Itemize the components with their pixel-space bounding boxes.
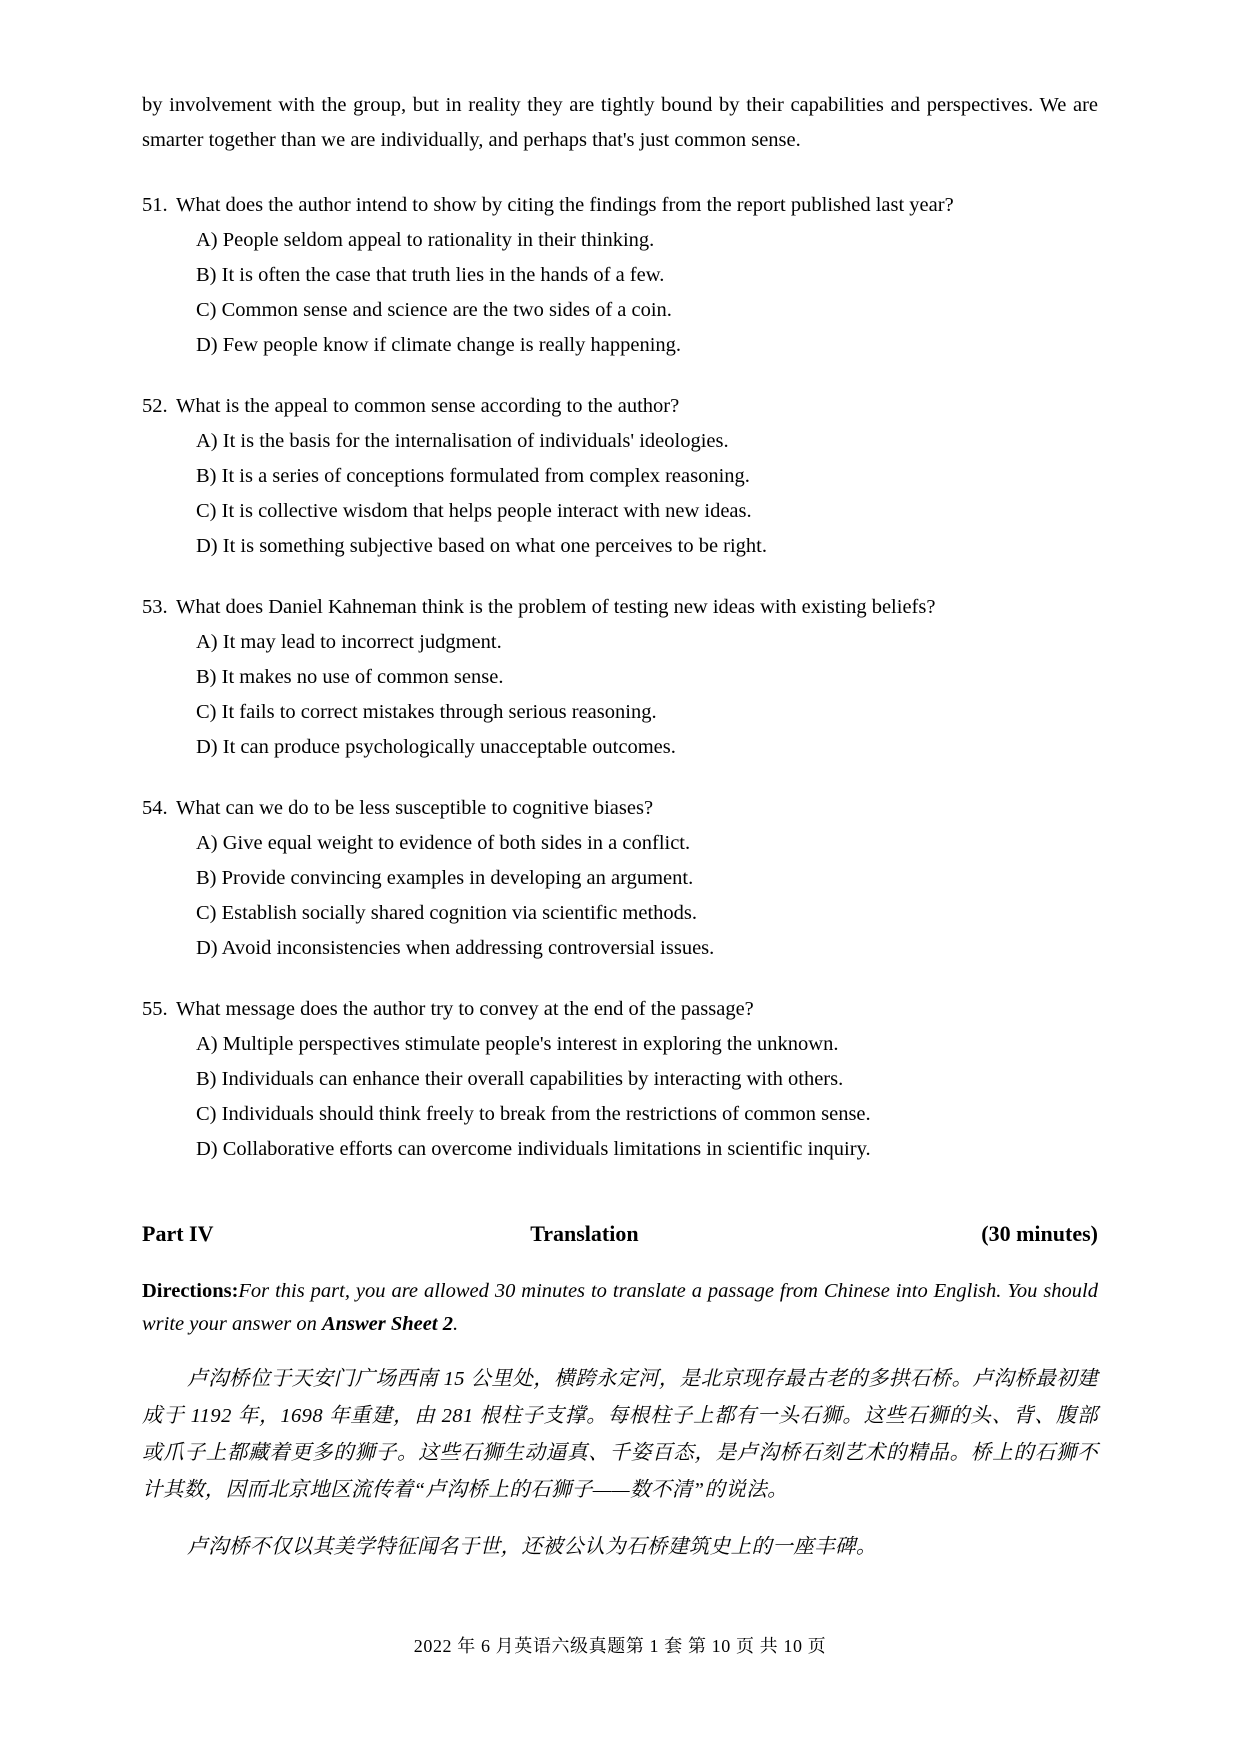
directions-label: Directions:	[142, 1280, 239, 1302]
answer-sheet-emphasis: Answer Sheet 2	[321, 1313, 453, 1335]
question-number-54: 54.	[142, 797, 168, 819]
question-number-51: 51.	[142, 194, 168, 216]
question-block-55	[142, 992, 1098, 1167]
option-51-a[interactable]: A) People seldom appeal to rationality in their thinking.	[196, 229, 655, 251]
chinese-passage-paragraph-1: 卢沟桥位于天安门广场西南 15 公里处，横跨永定河，是北京现存最古老的多拱石桥。卢沟桥最初建成于 1192 年，1698 年重建，由 281 根柱子支撑。每根柱子上都有一头石狮。这些石狮的头、背、腹部或爪子上都藏着更多的狮子。这些石狮生动逼真、千姿百态，是卢沟桥石刻艺术的精品。桥上的石狮不计其数，因而北京地区流传着“卢沟桥上的石狮子——数不清”的说法。	[142, 1368, 1098, 1501]
question-stem-row	[142, 992, 1098, 1027]
question-block-52	[142, 389, 1098, 564]
option-55-b[interactable]: B) Individuals can enhance their overall capabilities by interacting with others.	[196, 1068, 844, 1090]
question-stem-52: What is the appeal to common sense according to the author?	[176, 395, 680, 417]
question-stem-row	[142, 389, 1098, 424]
option-55-a[interactable]: A) Multiple perspectives stimulate people's interest in exploring the unknown.	[196, 1033, 839, 1055]
part-four-header	[142, 1221, 1098, 1247]
question-block-51	[142, 188, 1098, 363]
option-53-c[interactable]: C) It fails to correct mistakes through serious reasoning.	[196, 701, 657, 723]
option-54-b[interactable]: B) Provide convincing examples in developing an argument.	[196, 867, 694, 889]
option-53-d[interactable]: D) It can produce psychologically unacceptable outcomes.	[196, 736, 676, 758]
question-stem-53: What does Daniel Kahneman think is the problem of testing new ideas with existing beliefs?	[176, 596, 936, 618]
directions-text-part1: For this part, you are allowed 30 minutes to translate a passage from Chinese into English. You should write your answer on	[142, 1280, 1098, 1335]
question-stem-row	[142, 590, 1098, 625]
passage-continuation-paragraph: by involvement with the group, but in reality they are tightly bound by their capabilities and perspectives. We are smarter together than we are individually, and perhaps that's just common sense.	[142, 94, 1098, 151]
question-block-53	[142, 590, 1098, 765]
page-footer: 2022 年 6 月英语六级真题第 1 套 第 10 页 共 10 页	[413, 1636, 827, 1656]
option-53-a[interactable]: A) It may lead to incorrect judgment.	[196, 631, 502, 653]
question-stem-54: What can we do to be less susceptible to cognitive biases?	[176, 797, 654, 819]
option-52-c[interactable]: C) It is collective wisdom that helps people interact with new ideas.	[196, 500, 752, 522]
option-51-d[interactable]: D) Few people know if climate change is really happening.	[196, 334, 682, 356]
option-55-c[interactable]: C) Individuals should think freely to break from the restrictions of common sense.	[196, 1103, 871, 1125]
part-title: Translation	[530, 1221, 639, 1246]
question-number-52: 52.	[142, 395, 168, 417]
question-stem-row	[142, 791, 1098, 826]
question-block-54	[142, 791, 1098, 966]
directions-paragraph	[142, 1275, 1098, 1341]
option-51-b[interactable]: B) It is often the case that truth lies in the hands of a few.	[196, 264, 665, 286]
question-stem-55: What message does the author try to convey at the end of the passage?	[176, 998, 754, 1020]
option-52-b[interactable]: B) It is a series of conceptions formulated from complex reasoning.	[196, 465, 750, 487]
option-54-a[interactable]: A) Give equal weight to evidence of both sides in a conflict.	[196, 832, 691, 854]
option-52-d[interactable]: D) It is something subjective based on what one perceives to be right.	[196, 535, 768, 557]
option-54-d[interactable]: D) Avoid inconsistencies when addressing controversial issues.	[196, 937, 715, 959]
option-54-c[interactable]: C) Establish socially shared cognition via scientific methods.	[196, 902, 698, 924]
option-51-c[interactable]: C) Common sense and science are the two sides of a coin.	[196, 299, 672, 321]
question-number-53: 53.	[142, 596, 168, 618]
option-55-d[interactable]: D) Collaborative efforts can overcome individuals limitations in scientific inquiry.	[196, 1138, 871, 1160]
option-53-b[interactable]: B) It makes no use of common sense.	[196, 666, 504, 688]
chinese-passage-paragraph-2: 卢沟桥不仅以其美学特征闻名于世，还被公认为石桥建筑史上的一座丰碑。	[187, 1536, 877, 1558]
question-stem-row	[142, 188, 1098, 223]
question-stem-51: What does the author intend to show by citing the findings from the report published last year?	[176, 194, 954, 216]
part-time-allotment: (30 minutes)	[981, 1221, 1098, 1246]
directions-text-part2: .	[452, 1313, 459, 1335]
option-52-a[interactable]: A) It is the basis for the internalisation of individuals' ideologies.	[196, 430, 729, 452]
question-number-55: 55.	[142, 998, 168, 1020]
part-label: Part IV	[142, 1221, 214, 1246]
